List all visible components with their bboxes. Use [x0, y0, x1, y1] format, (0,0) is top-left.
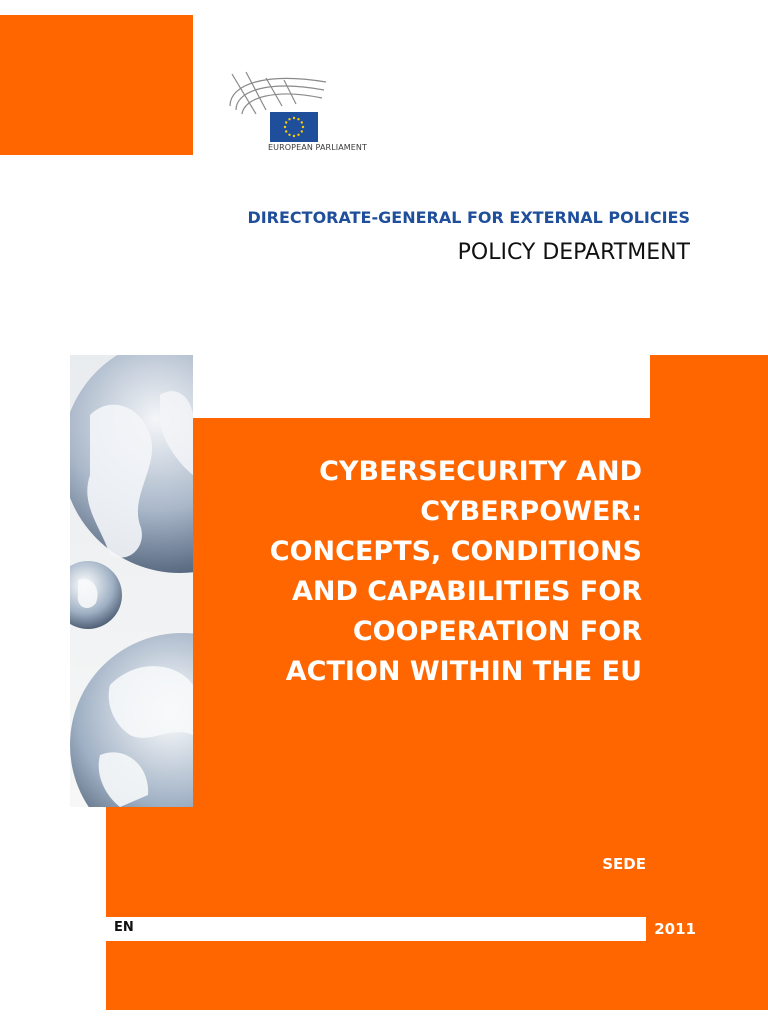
eu-star-icon: [302, 126, 304, 128]
globes-image: [70, 355, 193, 807]
title-orange-tab: [650, 355, 768, 425]
logo-label: EUROPEAN PARLIAMENT: [268, 143, 368, 152]
title-line: CYBERSECURITY AND: [319, 456, 642, 487]
eu-star-icon: [285, 121, 287, 123]
report-title: [202, 452, 642, 692]
eu-star-icon: [301, 121, 303, 123]
eu-star-icon: [297, 134, 299, 136]
directorate-heading: DIRECTORATE-GENERAL FOR EXTERNAL POLICIES: [247, 208, 690, 227]
title-line: AND CAPABILITIES FOR: [291, 576, 642, 607]
eu-star-icon: [293, 135, 295, 137]
title-line: CYBERPOWER:: [420, 496, 642, 527]
eu-star-icon: [293, 117, 295, 119]
language-bar: [106, 917, 646, 941]
title-line: CONCEPTS, CONDITIONS: [269, 536, 642, 567]
title-line: COOPERATION FOR: [352, 616, 642, 647]
eu-star-icon: [288, 118, 290, 120]
eu-star-icon: [284, 126, 286, 128]
department-heading: POLICY DEPARTMENT: [457, 240, 690, 265]
committee-label: SEDE: [602, 855, 646, 873]
language-label: EN: [114, 920, 134, 935]
eu-star-icon: [297, 118, 299, 120]
eu-star-icon: [301, 130, 303, 132]
publication-year: 2011: [654, 920, 696, 938]
bottom-orange-panel: [106, 806, 768, 1010]
eu-star-icon: [288, 134, 290, 136]
eu-flag: [270, 112, 318, 142]
top-left-orange-block: [0, 15, 193, 155]
title-line: ACTION WITHIN THE EU: [285, 656, 642, 687]
eu-star-icon: [285, 130, 287, 132]
